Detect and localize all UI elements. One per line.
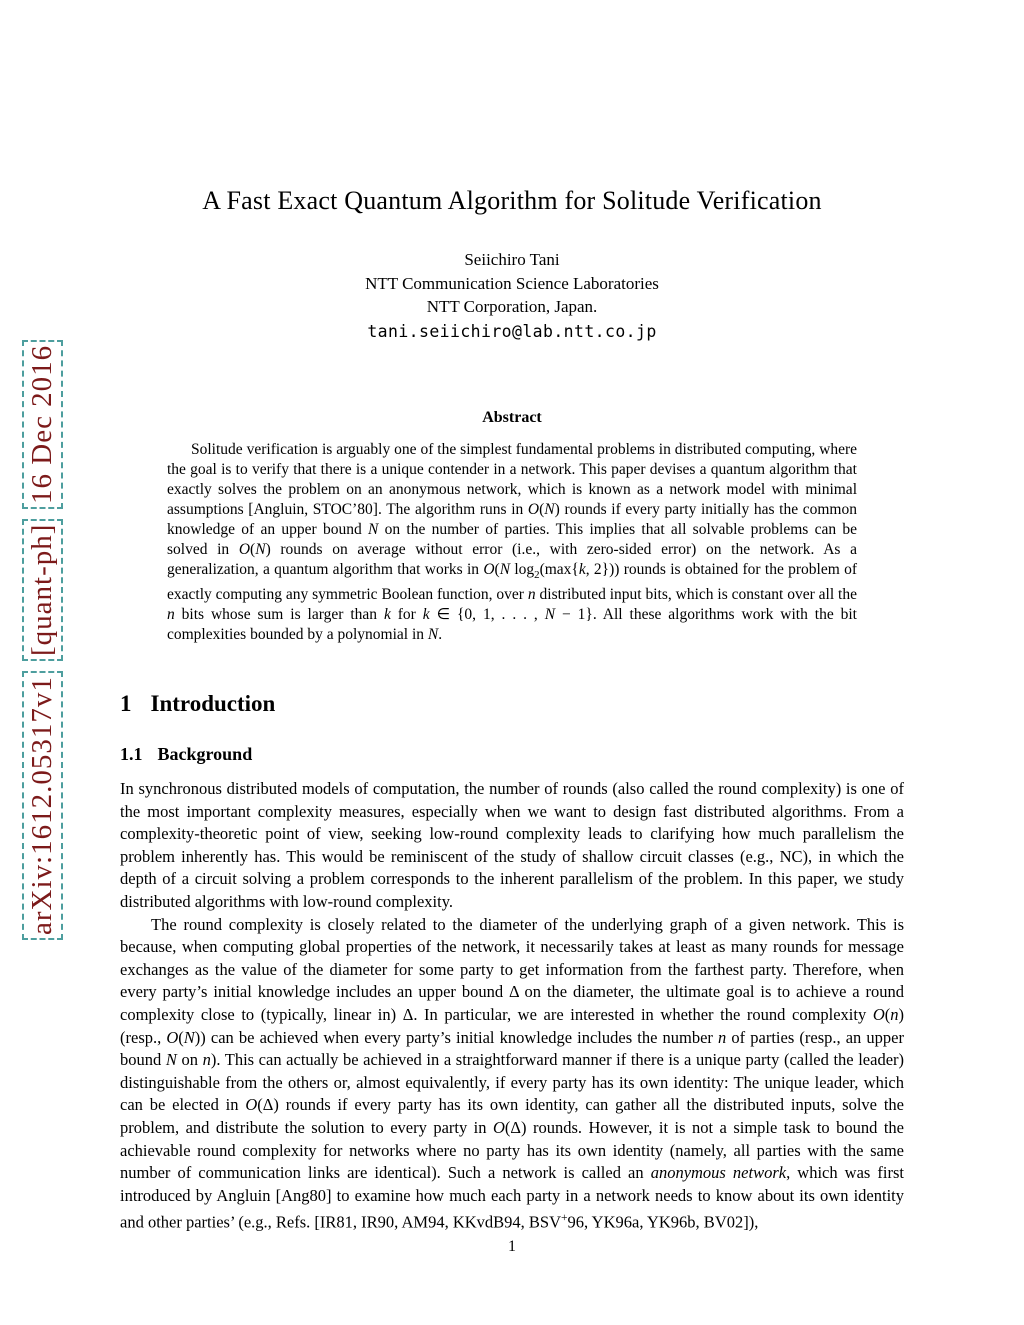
arxiv-category: [quant-ph] xyxy=(22,519,63,661)
section-heading-introduction xyxy=(120,691,904,717)
subsection-heading-background xyxy=(120,744,904,765)
arxiv-banner xyxy=(22,295,63,945)
author-name: Seiichiro Tani xyxy=(464,250,560,269)
paper-page xyxy=(120,0,904,1234)
arxiv-id: arXiv:1612.05317v1 xyxy=(22,671,63,940)
subsection-number: 1.1 xyxy=(120,744,143,765)
arxiv-date: 16 Dec 2016 xyxy=(22,340,63,509)
section-title: Introduction xyxy=(150,691,276,717)
abstract-heading: Abstract xyxy=(482,409,542,426)
paragraph-1: In synchronous distributed models of computation, the number of rounds (also called the round complexity) is one of the most important complexity measures, especially when we want to design fast distributed algorithms. From a complexity-theoretic point of view, seeking low-round complexity leads to clarifying how much parallelism the problem inherently has. This would be reminiscent of the study of shallow circuit classes (e.g., NC), in which the depth of a circuit solving a problem corresponds to the inherent parallelism of the problem. In this paper, we study distributed algorithms with low-round complexity. xyxy=(120,779,904,912)
affiliation-line-1: NTT Communication Science Laboratories xyxy=(365,273,659,293)
subsection-title: Background xyxy=(157,744,253,765)
affiliation-line-2: NTT Corporation, Japan. xyxy=(426,297,598,316)
section-number: 1 xyxy=(120,691,132,717)
author-email: tani.seiichiro@lab.ntt.co.jp xyxy=(367,321,657,341)
author-block xyxy=(120,248,904,343)
paragraph-2: The round complexity is closely related to the diameter of the underlying graph of a given network. This is because, when computing global properties of the network, it necessarily takes at least as many rounds for message exchanges as the value of the diameter for some party to get information from the farthest party. Therefore, when every party’s initial knowledge includes an upper bound Δ on the diameter, the ultimate goal is to achieve a round complexity close to (typically, linear in) Δ. In particular, we are interested in whether the round complexity O(n) (resp., O(N)) can be achieved when every party’s initial knowledge includes the number n of parties (resp., an upper bound N on n). This can actually be achieved in a straightforward manner if there is a unique party (called the leader) distinguishable from the others or, almost equivalently, if every party has its own identity: The unique leader, which can be elected in O(Δ) rounds if every party has its own identity, can gather all the distributed inputs, solve the problem, and distribute the solution to every party in O(Δ) rounds. However, it is not a simple task to bound the achievable round complexity for networks where no party has its own identity (namely, all parties with the same number of communication links are identical). Such a network is called an anonymous network, which was first introduced by Angluin [Ang80] to examine how much each party in a network needs to know about its own identity and other parties’ (e.g., Refs. [IR81, IR90, AM94, KKvdB94, BSV+96, YK96a, YK96b, BV02]), xyxy=(120,914,905,1232)
page-number: 1 xyxy=(508,1238,516,1255)
paper-title: A Fast Exact Quantum Algorithm for Solitude Verification xyxy=(202,186,822,215)
abstract-text: Solitude verification is arguably one of the simplest fundamental problems in distributed computing, where the goal is to verify that there is a unique contender in a network. This paper devises a quantum algorithm that exactly solves the problem on an anonymous network, which is known as a network model with minimal assumptions [Angluin, STOC’80]. The algorithm runs in O(N) rounds if every party initially has the common knowledge of an upper bound N on the number of parties. This implies that all solvable problems can be solved in O(N) rounds on average without error (i.e., with zero-sided error) on the network. As a generalization, a quantum algorithm that works in O(N $\log_2(\max\{k$, 2})) rounds is obtained for the problem of exactly computing any symmetric Boolean function, over n distributed input bits, which is constant over all the n bits whose sum is larger than k for k ∈ {0, 1, . . . , N − 1}. All these algorithms work with the bit complexities bounded by a polynomial in N. xyxy=(167,441,858,644)
